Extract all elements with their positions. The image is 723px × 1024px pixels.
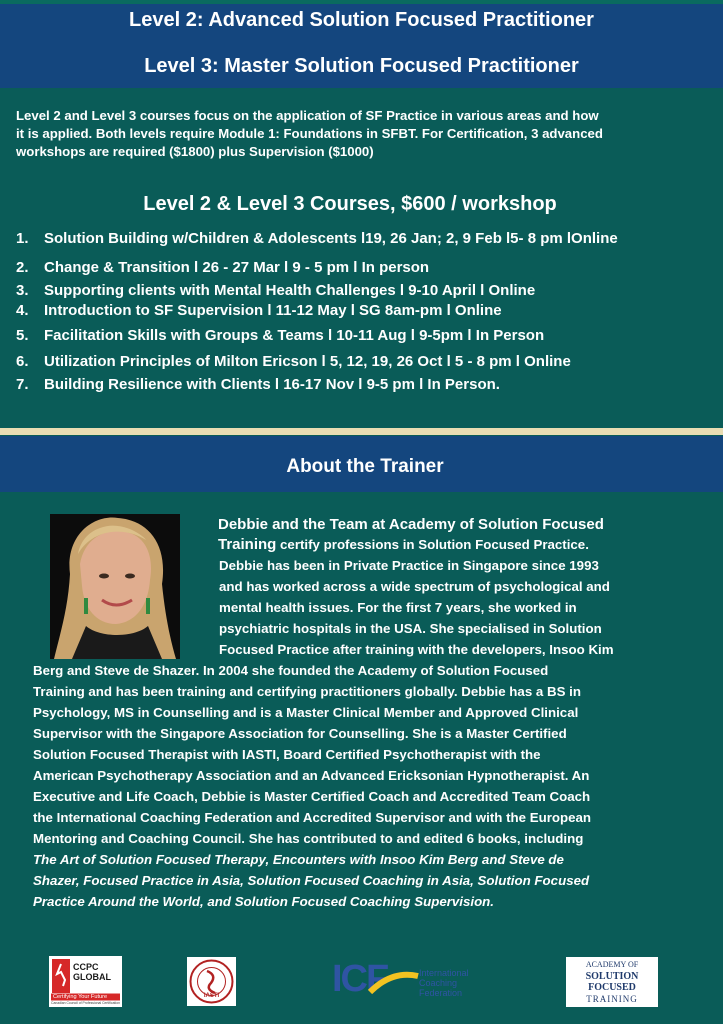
asft-line: TRAINING — [586, 994, 638, 1004]
asft-line: SOLUTION — [585, 971, 639, 982]
course-item — [16, 282, 535, 299]
section-divider — [0, 428, 723, 435]
course-text: Building Resilience with Clients l 16-17 Nov l 9-5 pm l In Person. — [44, 376, 500, 393]
course-text: Introduction to SF Supervision l 11-12 May l SG 8am-pm l Online — [44, 302, 502, 319]
bio-lead-line: Debbie and the Team at Academy of Solution Focused — [218, 516, 604, 533]
bio-line: mental health issues. For the first 7 years, she worked in — [219, 600, 577, 615]
asft-line: FOCUSED — [588, 982, 636, 993]
ccpc-subtitle: Canadian Council of Professional Certification — [51, 1001, 120, 1005]
about-title: About the Trainer — [286, 456, 444, 477]
ccpc-tagline: Certifying Your Future — [53, 994, 108, 1000]
course-number: 3. — [16, 282, 29, 299]
bio-line: Mentoring and Coaching Council. She has contributed to and edited 6 books, including — [33, 831, 584, 846]
academy-sf-training-logo — [566, 957, 658, 1007]
level3-title: Level 3: Master Solution Focused Practitioner — [144, 55, 579, 77]
bio-lead-rest: certify professions in Solution Focused Practice. — [276, 537, 589, 552]
course-text: Facilitation Skills with Groups & Teams l 10-11 Aug l 9-5pm l In Person — [44, 327, 545, 344]
bio-line: Debbie has been in Private Practice in Singapore since 1993 — [219, 558, 599, 573]
bio-line: Training and has been training and certifying practitioners globally. Debbie has a BS in — [33, 684, 581, 699]
iasti-label: IASTI — [203, 993, 220, 999]
intro-line: Level 2 and Level 3 courses focus on the application of SF Practice in various areas and how — [16, 108, 599, 123]
bio-line: American Psychotherapy Association and an Advanced Ericksonian Hypnotherapist. An — [33, 768, 590, 783]
course-item — [16, 302, 502, 319]
bio-line: Psychology, MS in Counselling and is a Master Clinical Member and Approved Clinical — [33, 705, 579, 720]
bio-line: Supervisor with the Singapore Association for Counselling. She is a Master Certified — [33, 726, 567, 741]
asft-line: ACADEMY OF — [585, 960, 639, 969]
course-item — [16, 376, 500, 393]
trainer-portrait-illustration — [50, 514, 180, 659]
course-item — [16, 259, 429, 276]
icf-wordmark — [419, 968, 469, 998]
bio-book-titles-line: The Art of Solution Focused Therapy, Encounters with Insoo Kim Berg and Steve de — [33, 852, 564, 867]
course-item — [16, 327, 544, 344]
icf-swoosh-graphic — [362, 962, 422, 1004]
course-number: 2. — [16, 259, 29, 276]
intro-paragraph — [16, 107, 711, 161]
course-text: Change & Transition l 26 - 27 Mar l 9 - 5 pm l In person — [44, 259, 430, 276]
ccpc-global-logo — [49, 956, 122, 1007]
bio-line: Solution Focused Therapist with IASTI, Board Certified Psychotherapist with the — [33, 747, 541, 762]
bio-line: Berg and Steve de Shazer. In 2004 she founded the Academy of Solution Focused — [33, 663, 549, 678]
icf-logo — [332, 958, 502, 1004]
ccpc-name: CCPC GLOBAL — [73, 962, 111, 982]
intro-line: workshops are required ($1800) plus Supervision ($1000) — [16, 144, 374, 159]
course-item — [16, 353, 571, 370]
course-item — [16, 230, 618, 247]
course-text: Utilization Principles of Milton Ericson l 5, 12, 19, 26 Oct l 5 - 8 pm l Online — [44, 353, 571, 370]
intro-line: it is applied. Both levels require Module 1: Foundations in SFBT. For Certification, 3 advanced — [16, 126, 603, 141]
course-number: 1. — [16, 230, 29, 247]
course-number: 6. — [16, 353, 29, 370]
course-text: Solution Building w/Children & Adolescents l19, 26 Jan; 2, 9 Feb l5- 8 pm lOnline — [44, 230, 618, 247]
course-number: 5. — [16, 327, 29, 344]
level2-title: Level 2: Advanced Solution Focused Practitioner — [129, 9, 594, 31]
course-number: 7. — [16, 376, 29, 393]
courses-title: Level 2 & Level 3 Courses, $600 / workshop — [143, 193, 557, 215]
icf-mark: ICF — [332, 958, 388, 1000]
bio-lead — [218, 515, 678, 555]
bio-lead-line — [218, 535, 678, 555]
iasti-logo — [187, 957, 236, 1006]
icf-word: International — [419, 968, 469, 978]
icf-word: Federation — [419, 988, 463, 998]
bio-line: the International Coaching Federation and Accredited Supervisor and with the European — [33, 810, 592, 825]
trainer-photo — [50, 514, 180, 659]
bio-line: Focused Practice after training with the developers, Insoo Kim — [219, 642, 614, 657]
bio-line: psychiatric hospitals in the USA. She specialised in Solution — [219, 621, 602, 636]
course-text: Supporting clients with Mental Health Challenges l 9-10 April l Online — [44, 282, 536, 299]
bio-line: Executive and Life Coach, Debbie is Master Certified Coach and Accredited Team Coach — [33, 789, 591, 804]
bio-book-titles-line: Shazer, Focused Practice in Asia, Solution Focused Coaching in Asia, Solution Focused — [33, 873, 590, 888]
course-number: 4. — [16, 302, 29, 319]
icf-word: Coaching — [419, 978, 458, 988]
bio-line: and has worked across a wide spectrum of psychological and — [219, 579, 610, 594]
bio-book-titles-line: Practice Around the World, and Solution Focused Coaching Supervision. — [33, 894, 495, 909]
bio-lead-strong: Training — [218, 536, 277, 553]
